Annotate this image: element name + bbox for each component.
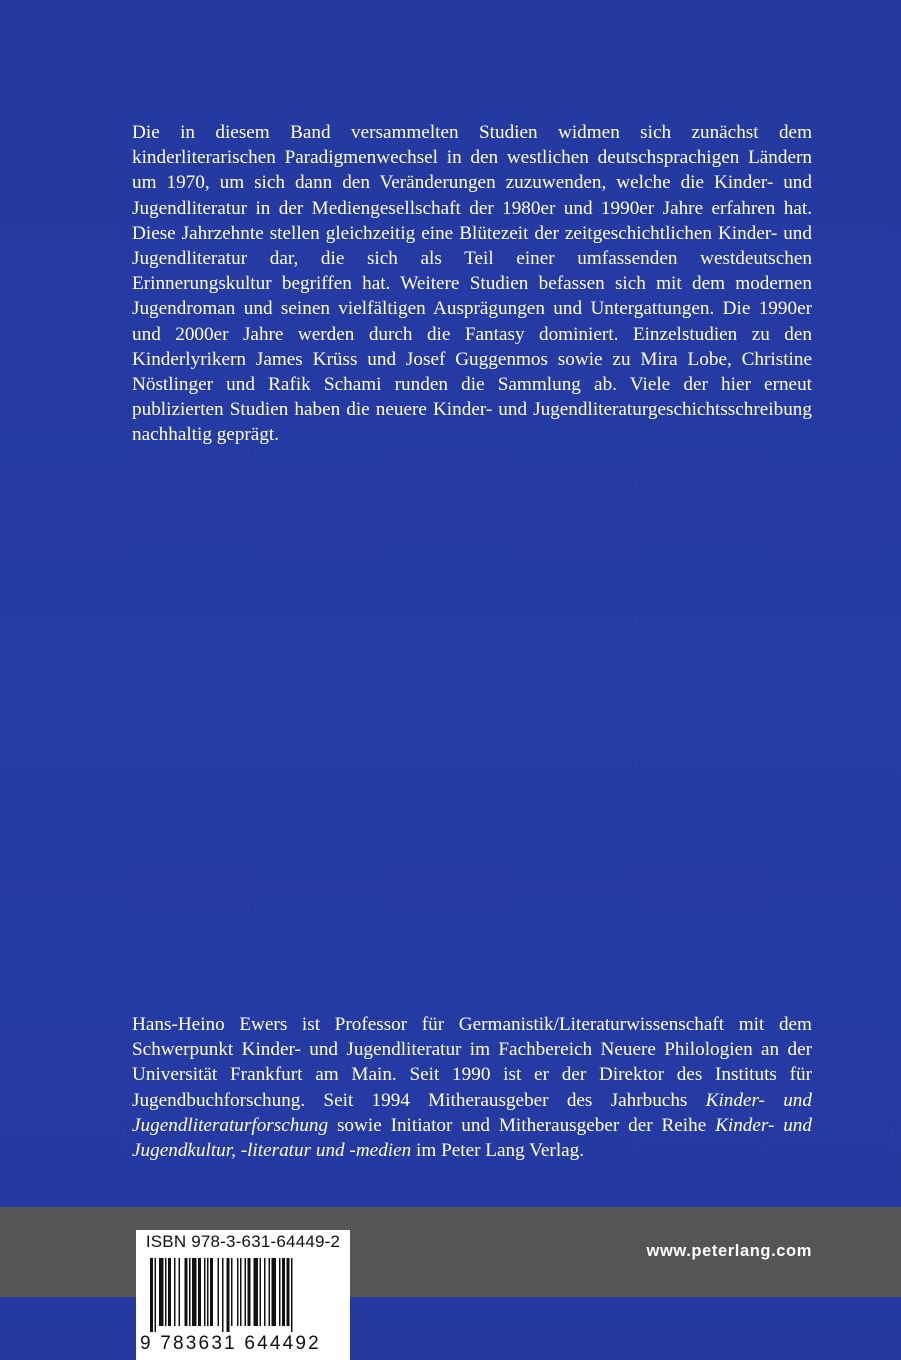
- barcode-bar: [210, 1258, 213, 1326]
- barcode-bar: [159, 1258, 164, 1326]
- book-description: Die in diesem Band versammelten Studien widmen sich zunächst dem kinderliterarischen Paradigmenwechsel in den westlichen deutschsprachigen Ländern um 1970, um sich dann den Veränderungen zuzuwenden, welche die Kinder- und Jugendliteratur in der Mediengesellschaft der 1980er und 1990er Jahre erfahren hat. Diese Jahrzehnte stellen gleichzeitig eine Blütezeit der zeitgeschichtlichen Kinder- und Jugendliteratur dar, die sich als Teil einer umfassenden westdeutschen Erinnerungskultur begriffen hat. Weitere Studien befassen sich mit dem modernen Jugendroman und seinen vielfältigen Ausprägungen und Untergattungen. Die 1990er und 2000er Jahre werden durch die Fantasy dominiert. Einzelstudien zu den Kinderlyrikern James Krüss und Josef Guggenmos sowie zu Mira Lobe, Christine Nöstlinger und Rafik Schami runden die Sammlung ab. Viele der hier erneut publizierten Studien haben die neuere Kinder- und Jugendliteraturgeschichtsschreibung nachhaltig geprägt.: [132, 122, 812, 446]
- barcode-bar: [237, 1258, 239, 1326]
- barcode-bars: [148, 1258, 340, 1332]
- barcode-bar: [168, 1258, 171, 1326]
- barcode-bar: [179, 1258, 181, 1326]
- barcode-bar: [282, 1258, 285, 1326]
- barcode-bar: [254, 1258, 259, 1326]
- barcode-bar: [227, 1258, 230, 1332]
- barcode-bar: [189, 1258, 191, 1326]
- barcode-bar: [198, 1258, 201, 1326]
- barcode-bar: [150, 1258, 153, 1332]
- author-bio-text-2: sowie Initiator und Mitherausgeber der Reihe: [328, 1114, 716, 1136]
- barcode-bar: [279, 1258, 281, 1326]
- barcode-bar: [287, 1258, 290, 1326]
- barcode-bar: [291, 1258, 293, 1332]
- barcode-bar: [174, 1258, 176, 1326]
- barcode-digits: 9 783631 644492: [140, 1333, 321, 1354]
- publisher-url[interactable]: www.peterlang.com: [646, 1242, 812, 1260]
- barcode-bar: [269, 1258, 271, 1326]
- barcode-bar: [222, 1258, 224, 1332]
- isbn-barcode: [136, 1230, 350, 1360]
- barcode-bar: [204, 1258, 206, 1326]
- barcode-bar: [248, 1258, 251, 1326]
- barcode-bar: [165, 1258, 167, 1326]
- barcode-bar: [185, 1258, 188, 1326]
- barcode-bar: [264, 1258, 266, 1326]
- author-bio-text-3: im Peter Lang Verlag.: [411, 1140, 585, 1162]
- author-bio: [132, 1012, 812, 1163]
- series-title: Kinder- und Jugendkultur, -literatur und -medien: [132, 1114, 812, 1162]
- author-bio-text-1: Hans-Heino Ewers ist Professor für Germanistik/Literaturwissenschaft mit dem Schwerpunkt Kinder- und Jugendliteratur im Fachbereich Neuere Philologien an der Universität Frankfurt am Main. Seit 1990 ist er der Direktor des Instituts für Jugendbuchforschung. Seit 1994 Mitherausgeber des Jahrbuchs: [132, 1014, 812, 1111]
- barcode-bar: [231, 1258, 233, 1326]
- barcode-bar: [245, 1258, 247, 1326]
- barcode-bar: [155, 1258, 157, 1332]
- isbn-label: ISBN 978-3-631-64449-2: [145, 1232, 341, 1251]
- barcode-bar: [192, 1258, 197, 1326]
- barcode-bar: [207, 1258, 209, 1326]
- yearbook-title: Kinder- und Jugendliteraturforschung: [132, 1089, 812, 1136]
- barcode-bar: [272, 1258, 277, 1326]
- barcode-bar: [218, 1258, 220, 1326]
- barcode-bar: [240, 1258, 242, 1326]
- barcode-bar: [260, 1258, 262, 1326]
